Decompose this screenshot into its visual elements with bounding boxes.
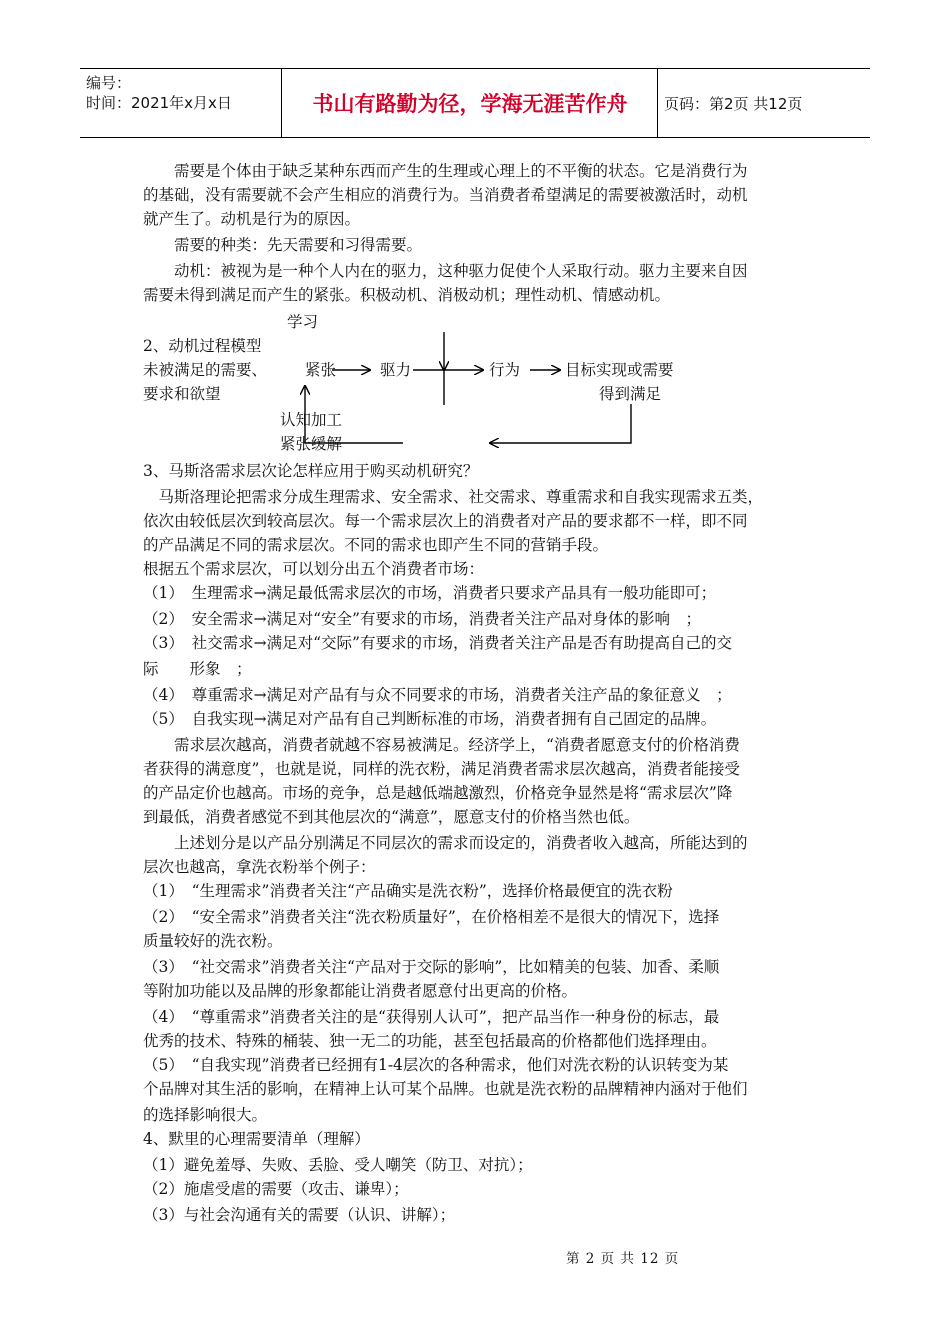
diagram-heading: 2、动机过程模型 — [143, 337, 262, 355]
paragraph-line: 就产生了。动机是行为的原因。 — [143, 210, 361, 228]
body-line: （3）与社会沟通有关的需要（认识、讲解）； — [143, 1206, 456, 1224]
body-line: 优秀的技术、特殊的桶装、独一无二的功能，甚至包括最高的价格都他们选择理由。 — [143, 1032, 717, 1050]
document-number-label: 编号： — [86, 74, 132, 92]
body-line: （3） 社交需求→满足对“交际”有要求的市场，消费者关注产品是否有助提高自己的交 — [143, 634, 732, 652]
body-line: （3） “社交需求”消费者关注“产品对于交际的影响”，比如精美的包装、加香、柔顺 — [143, 958, 720, 976]
body-line: （4） 尊重需求→满足对产品有与众不同要求的市场，消费者关注产品的象征意义 ； — [143, 686, 732, 704]
body-line: （5） 自我实现→满足对产品有自己判断标准的市场，消费者拥有自己固定的品牌。 — [143, 710, 717, 728]
arrow-relief-feedback — [305, 386, 403, 443]
body-line: 上述划分是以产品分别满足不同层次的需求而设定的，消费者收入越高，所能达到的 — [143, 834, 748, 852]
paragraph-line: 动机：被视为是一种个人内在的驱力，这种驱力促使个人采取行动。驱力主要来自因 — [143, 262, 748, 280]
paragraph-line: 需要未得到满足而产生的紧张。积极动机、消极动机；理性动机、情感动机。 — [143, 286, 671, 304]
body-line: 4、默里的心理需要清单（理解） — [143, 1130, 370, 1148]
body-line: 根据五个需求层次，可以划分出五个消费者市场： — [143, 560, 485, 578]
body-line: （1）避免羞辱、失败、丢脸、受人嘲笑（防卫、对抗）； — [143, 1156, 533, 1174]
body-line: 依次由较低层次到较高层次。每一个需求层次上的消费者对产品的要求都不一样，即不同 — [143, 512, 748, 530]
diagram-cognitive: 认知加工 — [280, 411, 343, 429]
body-line: 者获得的满意度”，也就是说，同样的洗衣粉，满足消费者需求层次越高，消费者能接受 — [143, 760, 740, 778]
body-line: （1） 生理需求→满足最低需求层次的市场，消费者只要求产品具有一般功能即可； — [143, 584, 717, 602]
diagram-relief: 紧张缓解 — [280, 435, 343, 453]
body-line: （2） 安全需求→满足对“安全”有要求的市场，消费者关注产品对身体的影响 ； — [143, 610, 701, 628]
body-line: 马斯洛理论把需求分成生理需求、安全需求、社交需求、尊重需求和自我实现需求五类， — [143, 488, 764, 506]
body-line: （2） “安全需求”消费者关注“洗衣粉质量好”，在价格相差不是很大的情况下，选择 — [143, 908, 720, 926]
body-line: （4） “尊重需求”消费者关注的是“获得别人认可”，把产品当作一种身份的标志，最 — [143, 1008, 720, 1026]
body-line: 层次也越高，拿洗衣粉举个例子： — [143, 858, 376, 876]
diagram-tension: 紧张 — [305, 361, 337, 379]
diagram-goal-1: 目标实现或需要 — [565, 361, 674, 379]
body-line: 到最低，消费者感觉不到其他层次的“满意”，愿意支付的价格当然也低。 — [143, 808, 640, 826]
page-footer: 第 2 页 共 12 页 — [566, 1251, 680, 1267]
body-line: （5） “自我实现”消费者已经拥有1-4层次的各种需求，他们对洗衣粉的认识转变为某 — [143, 1056, 729, 1074]
body-line: （1） “生理需求”消费者关注“产品确实是洗衣粉”，选择价格最便宜的洗衣粉 — [143, 882, 673, 900]
body-line: 的选择影响很大。 — [143, 1106, 268, 1124]
header-motto: 书山有路勤为径，学海无涯苦作舟 — [283, 69, 658, 137]
paragraph-line: 的基础，没有需要就不会产生相应的消费行为。当消费者希望满足的需要被激活时，动机 — [143, 186, 748, 204]
diagram-behavior: 行为 — [489, 361, 521, 379]
body-line: 3、马斯洛需求层次论怎样应用于购买动机研究？ — [143, 462, 479, 480]
date-label: 时间：2021年x月x日 — [86, 94, 232, 112]
body-line: 个品牌对其生活的影响，在精神上认可某个品牌。也就是洗衣粉的品牌精神内涵对于他们 — [143, 1080, 748, 1098]
body-line: 需求层次越高，消费者就越不容易被满足。经济学上，“消费者愿意支付的价格消费 — [143, 736, 740, 754]
diagram-learning-label: 学习 — [287, 313, 319, 331]
paragraph-line: 需要的种类：先天需要和习得需要。 — [143, 236, 423, 254]
body-line: 的产品定价也越高。市场的竞争，总是越低端越激烈，价格竞争显然是将“需求层次”降 — [143, 784, 733, 802]
paragraph-line: 需要是个体由于缺乏某种东西而产生的生理或心理上的不平衡的状态。它是消费行为 — [143, 162, 748, 180]
arrow-goal-feedback — [490, 404, 631, 443]
body-line: 的产品满足不同的需求层次。不同的需求也即产生不同的营销手段。 — [143, 536, 609, 554]
body-line: 等附加功能以及品牌的形象都能让消费者愿意付出更高的价格。 — [143, 982, 578, 1000]
diagram-unmet-needs-1: 未被满足的需要、 — [143, 361, 268, 379]
diagram-drive: 驱力 — [380, 361, 412, 379]
diagram-unmet-needs-2: 要求和欲望 — [143, 385, 221, 403]
diagram-goal-2: 得到满足 — [599, 385, 662, 403]
header-page-info: 页码：第2页 共12页 — [664, 94, 803, 113]
body-line: 质量较好的洗衣粉。 — [143, 932, 283, 950]
body-line: 际 形象 ； — [143, 660, 252, 678]
body-line: （2）施虐受虐的需要（攻击、谦卑）； — [143, 1180, 409, 1198]
